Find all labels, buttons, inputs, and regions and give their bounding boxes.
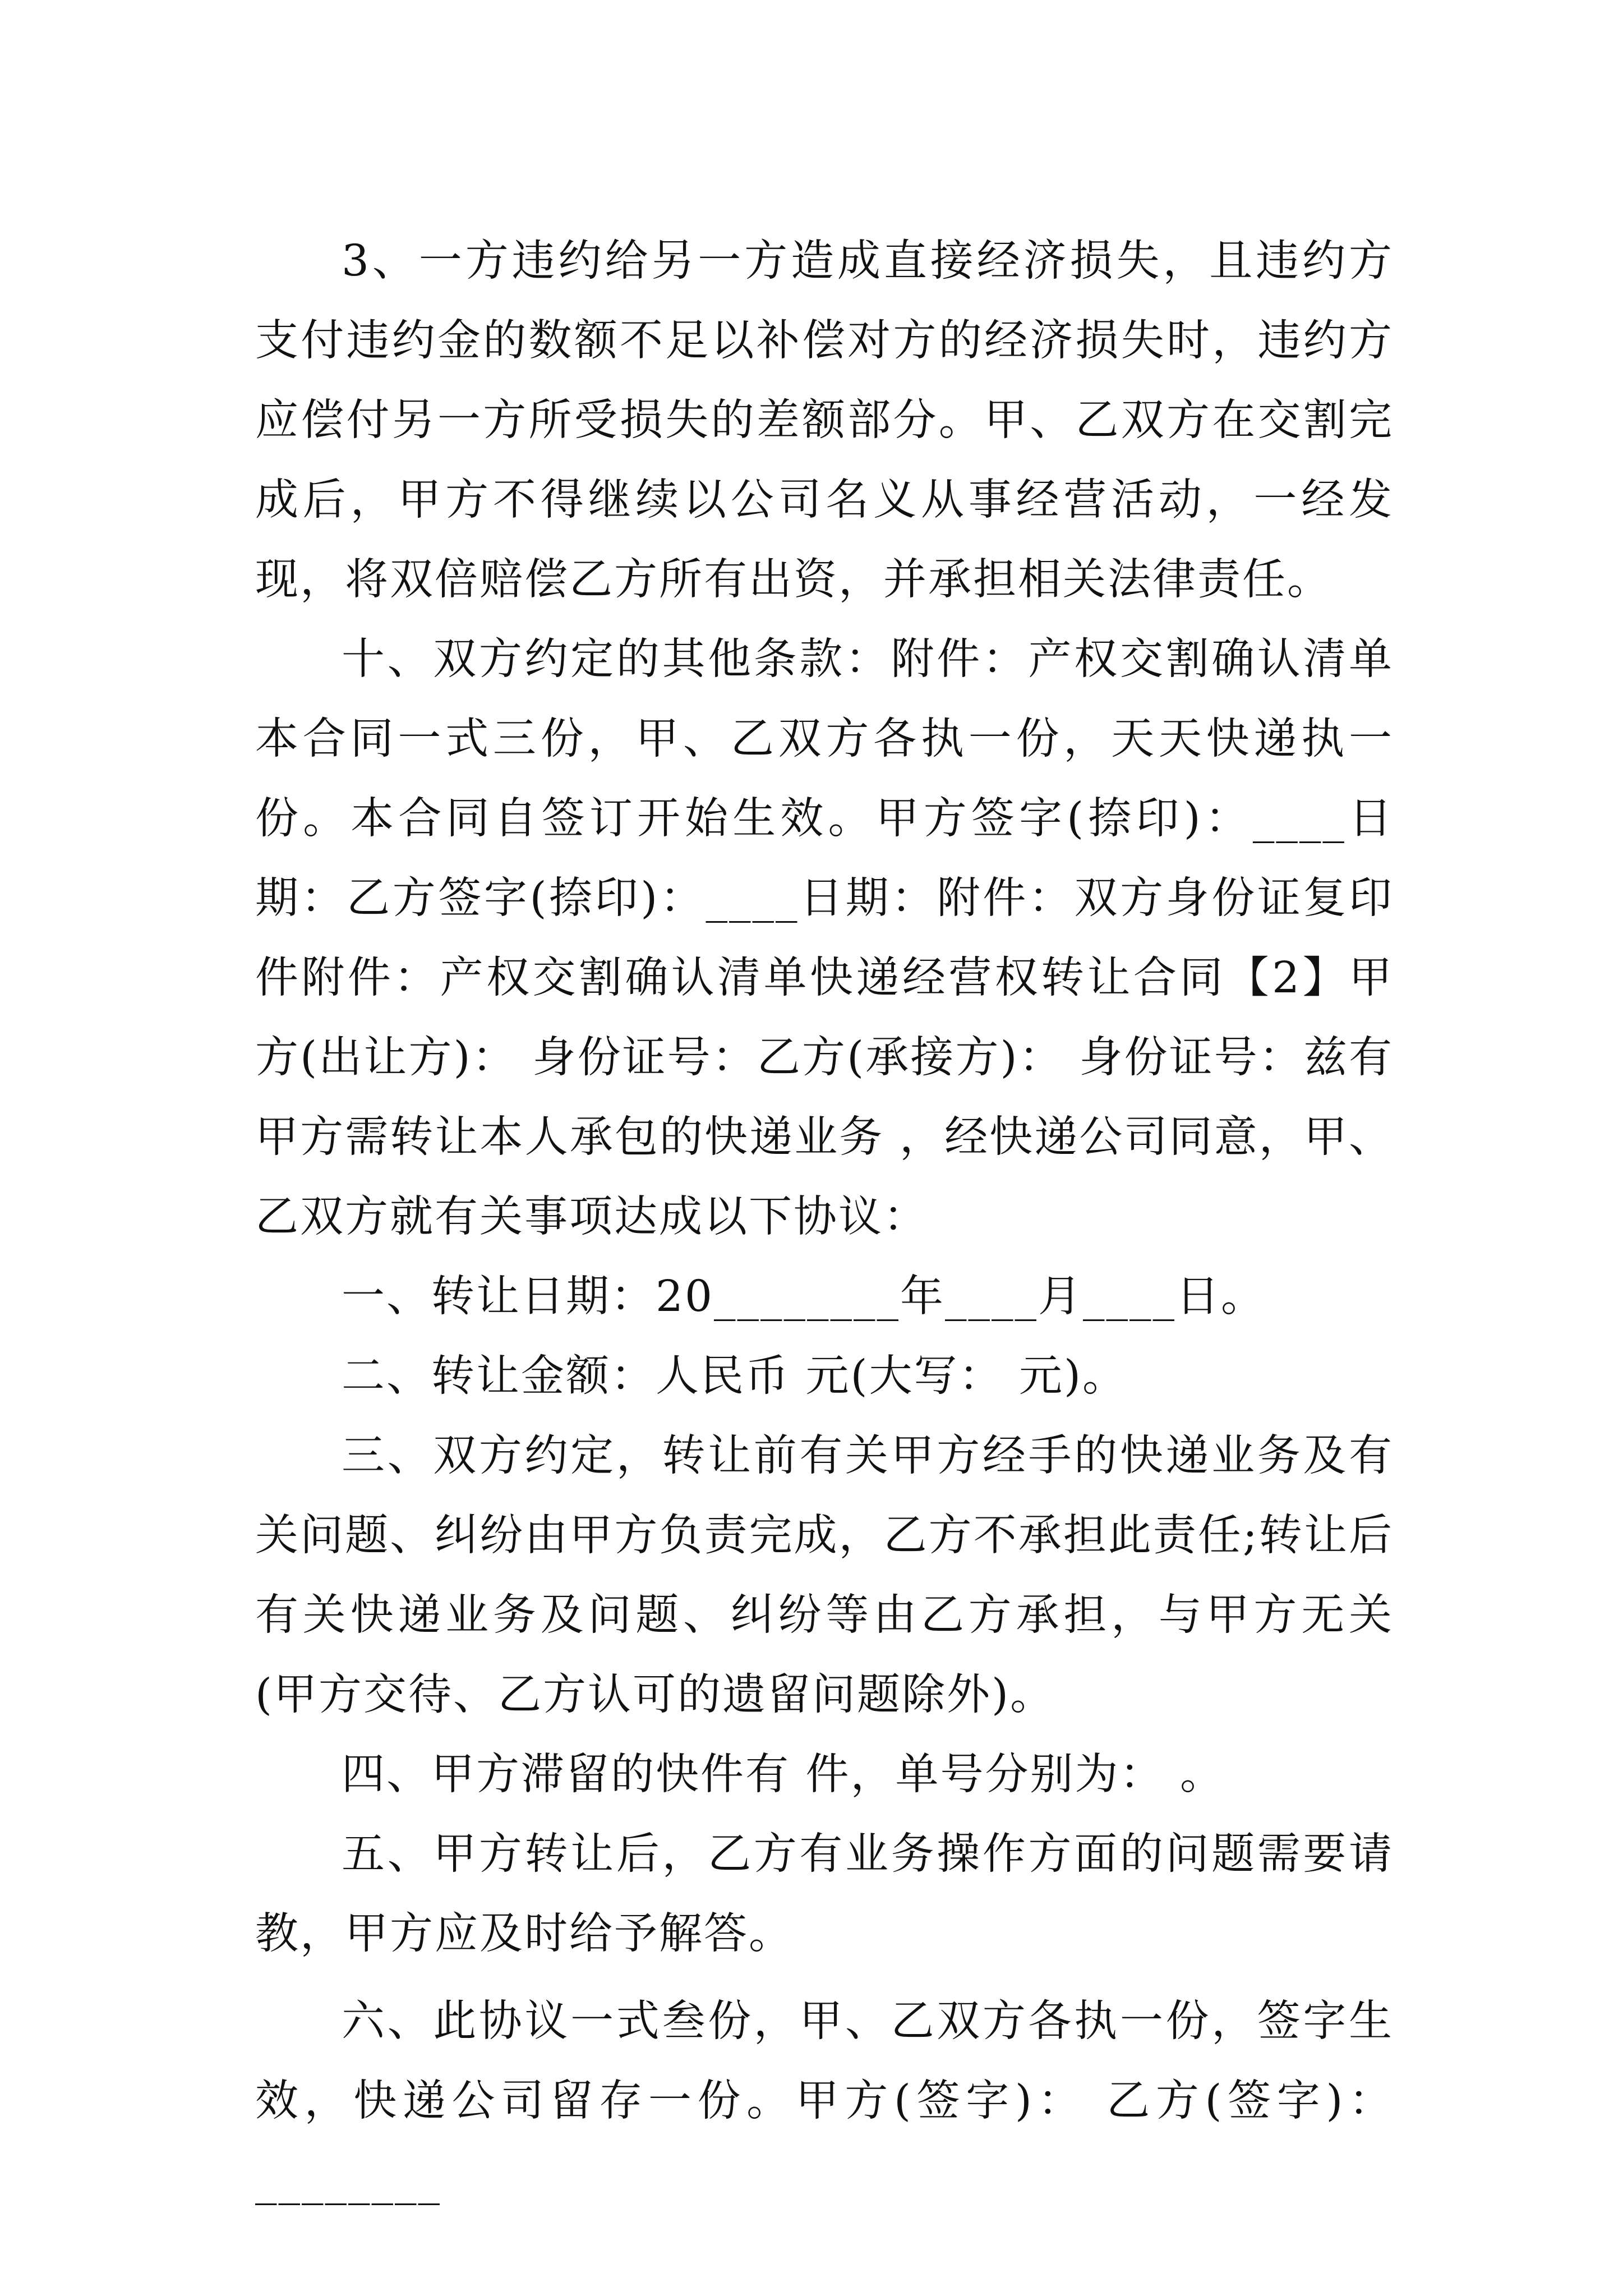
clause-1-transfer-date: [255, 1257, 1394, 1337]
paragraph-text: 3、一方违约给另一方造成直接经济损失，且违约方支付违约金的数额不足以补偿对方的经济损失时，违约方应偿付另一方所受损失的差额部分。甲、乙双方在交割完成后，甲方不得继续以公司名义从事经营活动，一经发现，将双倍赔偿乙方所有出资，并承担相关法律责任。: [255, 236, 1394, 605]
paragraph-text: 十、双方约定的其他条款：附件：产权交割确认清单本合同一式三份，甲、乙双方各执一份，天天快递执一份。本合同自签订开始生效。甲方签字(捺印)：____日期：乙方签字(捺印)：____日期：附件：双方身份证复印件附件：产权交割确认清单快递经营权转让合同【2】甲方(出让方)： 身份证号：乙方(承接方)： 身份证号：兹有甲方需转让本人承包的快递业务 ，经快递公司同意，甲、乙双方就有关事项达成以下协议：: [255, 634, 1394, 1242]
clause-2-transfer-amount: [255, 1337, 1394, 1416]
document-body: [255, 222, 1394, 2221]
paragraph-text: 一、转让日期：20________年____月____日。: [342, 1272, 1266, 1322]
paragraph-text: 五、甲方转让后，乙方有业务操作方面的问题需要请教，甲方应及时给予解答。: [255, 1829, 1394, 1959]
clause-6-copies-signatures: [255, 1982, 1394, 2221]
clause-3-responsibility: [255, 1416, 1394, 1735]
clause-5-support: [255, 1815, 1394, 1974]
clause-10-other-terms: [255, 620, 1394, 1257]
clause-4-pending-parcels: [255, 1735, 1394, 1815]
paragraph-text: 四、甲方滞留的快件有 件，单号分别为： 。: [342, 1750, 1225, 1800]
paragraph-text: 二、转让金额：人民币 元(大写： 元)。: [342, 1351, 1128, 1401]
paragraph-text: 三、双方约定，转让前有关甲方经手的快递业务及有关问题、纠纷由甲方负责完成，乙方不承担此责任;转让后有关快递业务及问题、纠纷等由乙方承担，与甲方无关(甲方交待、乙方认可的遗留问题除外)。: [255, 1431, 1394, 1720]
paragraph-text: 六、此协议一式叁份，甲、乙双方各执一份，签字生效，快递公司留存一份。甲方(签字)： 乙方(签字)：________: [255, 1996, 1394, 2206]
clause-3-breach-compensation: [255, 222, 1394, 620]
